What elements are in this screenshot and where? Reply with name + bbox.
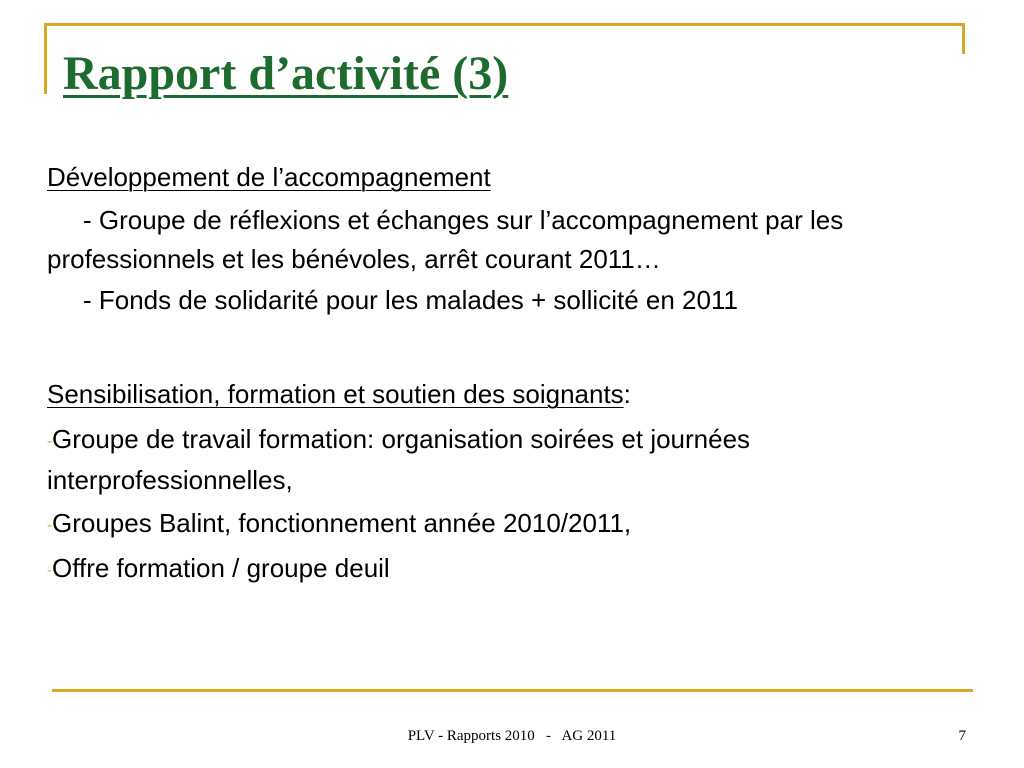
slide-title: Rapport d’activité (3) [63,47,509,100]
list-item-text: Groupe de travail formation: organisation soirées et journées interprofessionnelles, [47,424,751,495]
section-1-item: - Fonds de solidarité pour les malades + sollicité en 2011 [83,285,738,315]
list-item [47,420,992,500]
footer-text: PLV - Rapports 2010 - AG 2011 [407,728,617,744]
frame-top-line [44,23,965,26]
list-item [47,504,992,545]
frame-right-line [962,23,965,54]
list-item [47,549,992,590]
section-1-item: - Groupe de réflexions et échanges sur l’accompagnement par les professionnels et les bénévoles, arrêt courant 2011… [47,205,844,274]
slide-number: 7 [958,728,966,744]
dash-bullet-icon: - [47,562,52,579]
footer-divider [52,689,973,692]
frame-left-line [44,23,47,94]
slide-body [47,158,992,594]
section-heading-colon: : [623,379,631,409]
dash-bullet-icon: - [47,517,52,534]
section-heading-sensibilisation [47,375,992,414]
section-heading-sensibilisation-text: Sensibilisation, formation et soutien des soignants [47,379,624,409]
dash-bullet-icon: - [47,433,52,450]
list-item-text: Offre formation / groupe deuil [52,553,390,583]
section-heading-accompagnement [47,158,992,197]
list-item-text: Groupes Balint, fonctionnement année 2010/2011, [52,508,632,538]
section-heading-accompagnement-text: Développement de l’accompagnement [47,162,491,192]
section-2-list [47,420,992,590]
